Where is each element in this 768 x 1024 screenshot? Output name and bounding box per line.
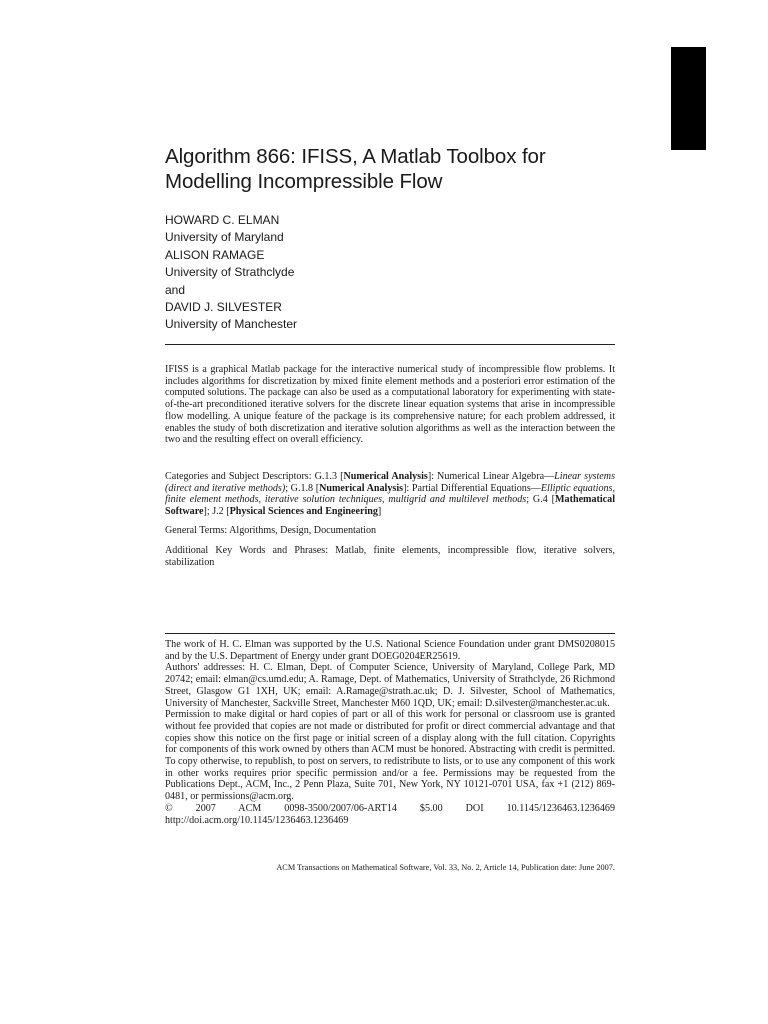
abstract: IFISS is a graphical Matlab package for the interactive numerical study of incompressible flow problems. It includes algorithms for discretization by mixed finite element methods and a posteriori error estimation of the computed solutions. The package can also be used as a computational laboratory for experimenting with state-of-the-art preconditioned iterative solvers for the discrete linear equation systems that arise in incompressible flow modelling. A unique feature of the package is its comprehensive nature; for each problem addressed, it enables the study of both discretization and iterative solution algorithms as well as the interaction between the two and the resulting effect on overall efficiency. (165, 364, 615, 446)
author-name: HOWARD C. ELMAN (165, 213, 280, 227)
cat-bold: Physical Sciences and Engineering (229, 506, 378, 518)
paper-title (165, 144, 635, 194)
general-terms: General Terms: Algorithms, Design, Documentation (165, 525, 377, 536)
author-name: DAVID J. SILVESTER (165, 300, 282, 315)
cat-bold: Numerical Analysis (319, 482, 404, 494)
copyright-line: © 2007 ACM 0098-3500/2007/06-ART14 $5.00 DOI 10.1145/1236463.1236469 http://doi.acm.org/10.1145/1236463.1236469 (165, 802, 615, 826)
title-line-2: Modelling Incompressible Flow (165, 170, 443, 193)
cat-text: ]: Partial Differential Equations— (403, 482, 541, 494)
cat-text: ; G.1.8 [ (285, 482, 320, 494)
author-affiliation: University of Strathclyde (165, 265, 295, 280)
title-line-1: Algorithm 866: IFISS, A Matlab Toolbox for (165, 145, 546, 168)
cat-italic: Elliptic equations, finite element methods, iterative solution techniques, multigrid and multilevel methods (165, 482, 615, 506)
cat-text: ] (377, 506, 382, 518)
author-name: ALISON RAMAGE (165, 247, 265, 262)
author-block (165, 212, 625, 334)
header-divider (165, 344, 615, 345)
footnote-divider (165, 633, 615, 634)
permission-notice: Permission to make digital or hard copies of part or all of this work for personal or classroom use is granted without fee provided that copies are not made or distributed for profit or direct commercial advantage and that copies show this notice on the first page or initial screen of a display along with the full citation. Copyrights for components of this work owned by others than ACM must be honored. Abstracting with credit is permitted. To copy otherwise, to republish, to post on servers, to redistribute to lists, or to use any component of this work in other works requires prior specific permission and/or a fee. Permissions may be requested from the Publications Dept., ACM, Inc., 2 Penn Plaza, Suite 701, New York, NY 10121-0701 USA, fax +1 (212) 869-0481, or permissions@acm.org. (165, 709, 615, 803)
author-affiliation: University of Manchester (165, 317, 298, 332)
author-affiliation: University of Maryland (165, 230, 284, 245)
cat-bold: Numerical Analysis (343, 471, 428, 482)
cat-italic: Linear systems (direct and iterative methods) (165, 471, 615, 494)
funding-note: The work of H. C. Elman was supported by the U.S. National Science Foundation under grant DMS0208015 and by the U.S. Department of Energy under grant DOEG0204ER25619. (165, 639, 615, 662)
categories-descriptors (165, 471, 615, 518)
author-conjunction: and (165, 282, 186, 297)
authors-addresses: Authors' addresses: H. C. Elman, Dept. of Computer Science, University of Maryland, College Park, MD 20742; email: elman@cs.umd.edu; A. Ramage, Dept. of Mathematics, University of Strathclyde, 26 Richmond Street, Glasgow G1 1XH, UK; email: A.Ramage@strath.ac.uk; D. J. Silvester, School of Mathematics, University of Manchester, Sackville Street, Manchester M60 1QD, UK; email: D.silvester@manchester.ac.uk. (165, 662, 615, 709)
cat-text: ; G.4 [ (526, 494, 556, 506)
keywords: Additional Key Words and Phrases: Matlab, finite elements, incompressible flow, iterative solvers, stabilization (165, 545, 615, 568)
cat-bold: Mathematical Software (165, 494, 616, 518)
journal-citation-footer: ACM Transactions on Mathematical Software, Vol. 33, No. 2, Article 14, Publication date: June 2007. (276, 863, 615, 872)
cat-text: Categories and Subject Descriptors: G.1.3 [ (165, 471, 344, 482)
cat-text: ]: Numerical Linear Algebra— (427, 471, 555, 482)
footnotes (165, 639, 615, 826)
cat-text: ]; J.2 [ (203, 506, 230, 518)
thumb-index-tab (671, 47, 706, 150)
